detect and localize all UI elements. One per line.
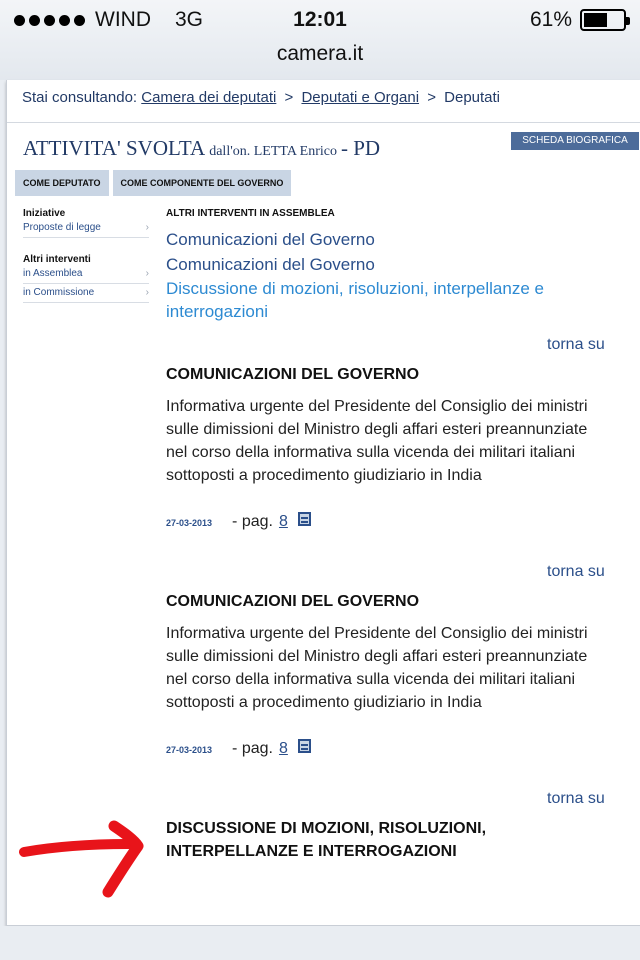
red-arrow-annotation (18, 820, 148, 900)
title-subtitle: dall'on. LETTA Enrico (209, 144, 337, 159)
block-text: Informativa urgente del Presidente del Consiglio dei ministri sulle dimissioni del Ministro degli affari esteri preannunziate nel corso della informativa sulla vicenda dei militari italiani sottoposti a procedimento giudiziario in India (166, 625, 588, 711)
toc-link-comunicazioni-2[interactable]: Comunicazioni del Governo (166, 255, 375, 274)
divider (7, 122, 640, 123)
document-icon[interactable] (298, 512, 311, 526)
bio-button[interactable]: SCHEDA BIOGRAFICA (511, 132, 639, 150)
block-date: 27-03-2013 (166, 518, 213, 528)
battery-percent: 61% (529, 8, 572, 31)
block-heading: COMUNICAZIONI DEL GOVERNO (166, 593, 420, 610)
back-to-top-link[interactable]: torna su (547, 790, 605, 807)
table-of-contents (166, 227, 616, 323)
nav-link-in-assemblea[interactable] (23, 265, 149, 284)
breadcrumb-link-camera[interactable]: Camera dei deputati (141, 89, 277, 106)
tab-bar (15, 170, 291, 196)
block-meta (166, 739, 311, 758)
block-heading: DISCUSSIONE DI MOZIONI, RISOLUZIONI, INTERPELLANZE E INTERROGAZIONI (166, 820, 487, 860)
back-to-top-link[interactable]: torna su (547, 563, 605, 580)
nav-link-in-commissione[interactable] (23, 284, 149, 303)
chevron-right-icon: › (145, 287, 149, 298)
carrier-name: WIND (95, 8, 151, 31)
main-content (166, 208, 616, 323)
breadcrumb-current: Deputati (444, 89, 501, 106)
breadcrumb-separator: > (427, 89, 436, 106)
title-party: - PD (340, 136, 381, 160)
breadcrumb (22, 89, 500, 106)
title-main: ATTIVITA' SVOLTA (23, 136, 206, 160)
page-label: - pag. (232, 513, 273, 530)
page-label: - pag. (232, 740, 273, 757)
block-date: 27-03-2013 (166, 745, 213, 755)
page-title (23, 136, 380, 161)
nav-heading-iniziative: Iniziative (23, 208, 66, 219)
document-icon[interactable] (298, 739, 311, 753)
web-page (6, 80, 640, 926)
toc-link-discussione-mozioni[interactable]: Discussione di mozioni, risoluzioni, interpellanze e interrogazioni (166, 279, 544, 321)
clock: 12:01 (293, 8, 347, 31)
tab-come-deputato[interactable]: COME DEPUTATO (15, 170, 109, 196)
breadcrumb-prefix: Stai consultando: (22, 89, 138, 106)
nav-link-proposte-di-legge[interactable] (23, 219, 149, 238)
nav-link-label: Proposte di legge (23, 222, 101, 233)
battery-status (530, 8, 626, 32)
page-number-link[interactable]: 8 (278, 740, 288, 757)
status-bar (0, 0, 640, 80)
breadcrumb-separator: > (284, 89, 294, 106)
url-bar[interactable]: camera.it (276, 42, 364, 65)
nav-link-label: in Commissione (23, 287, 95, 298)
block-text: Informativa urgente del Presidente del Consiglio dei ministri sulle dimissioni del Ministro degli affari esteri preannunziate nel corso della informativa sulla vicenda dei militari italiani sottoposti a procedimento giudiziario in India (166, 398, 588, 484)
nav-link-label: in Assemblea (23, 268, 83, 279)
section-heading: ALTRI INTERVENTI IN ASSEMBLEA (166, 208, 335, 219)
tab-come-componente-governo[interactable]: COME COMPONENTE DEL GOVERNO (113, 170, 292, 196)
breadcrumb-link-deputati-organi[interactable]: Deputati e Organi (301, 89, 420, 106)
block-heading: COMUNICAZIONI DEL GOVERNO (166, 366, 420, 383)
browser-bottom-area (0, 926, 640, 960)
back-to-top-link[interactable]: torna su (547, 336, 605, 353)
page-number-link[interactable]: 8 (278, 513, 288, 530)
left-nav (23, 208, 149, 303)
chevron-right-icon: › (145, 222, 149, 233)
toc-link-comunicazioni-1[interactable]: Comunicazioni del Governo (166, 230, 375, 249)
network-type: 3G (175, 8, 204, 31)
chevron-right-icon: › (145, 268, 149, 279)
block-meta (166, 512, 311, 531)
nav-heading-altri-interventi: Altri interventi (23, 254, 91, 265)
battery-icon (580, 9, 626, 31)
